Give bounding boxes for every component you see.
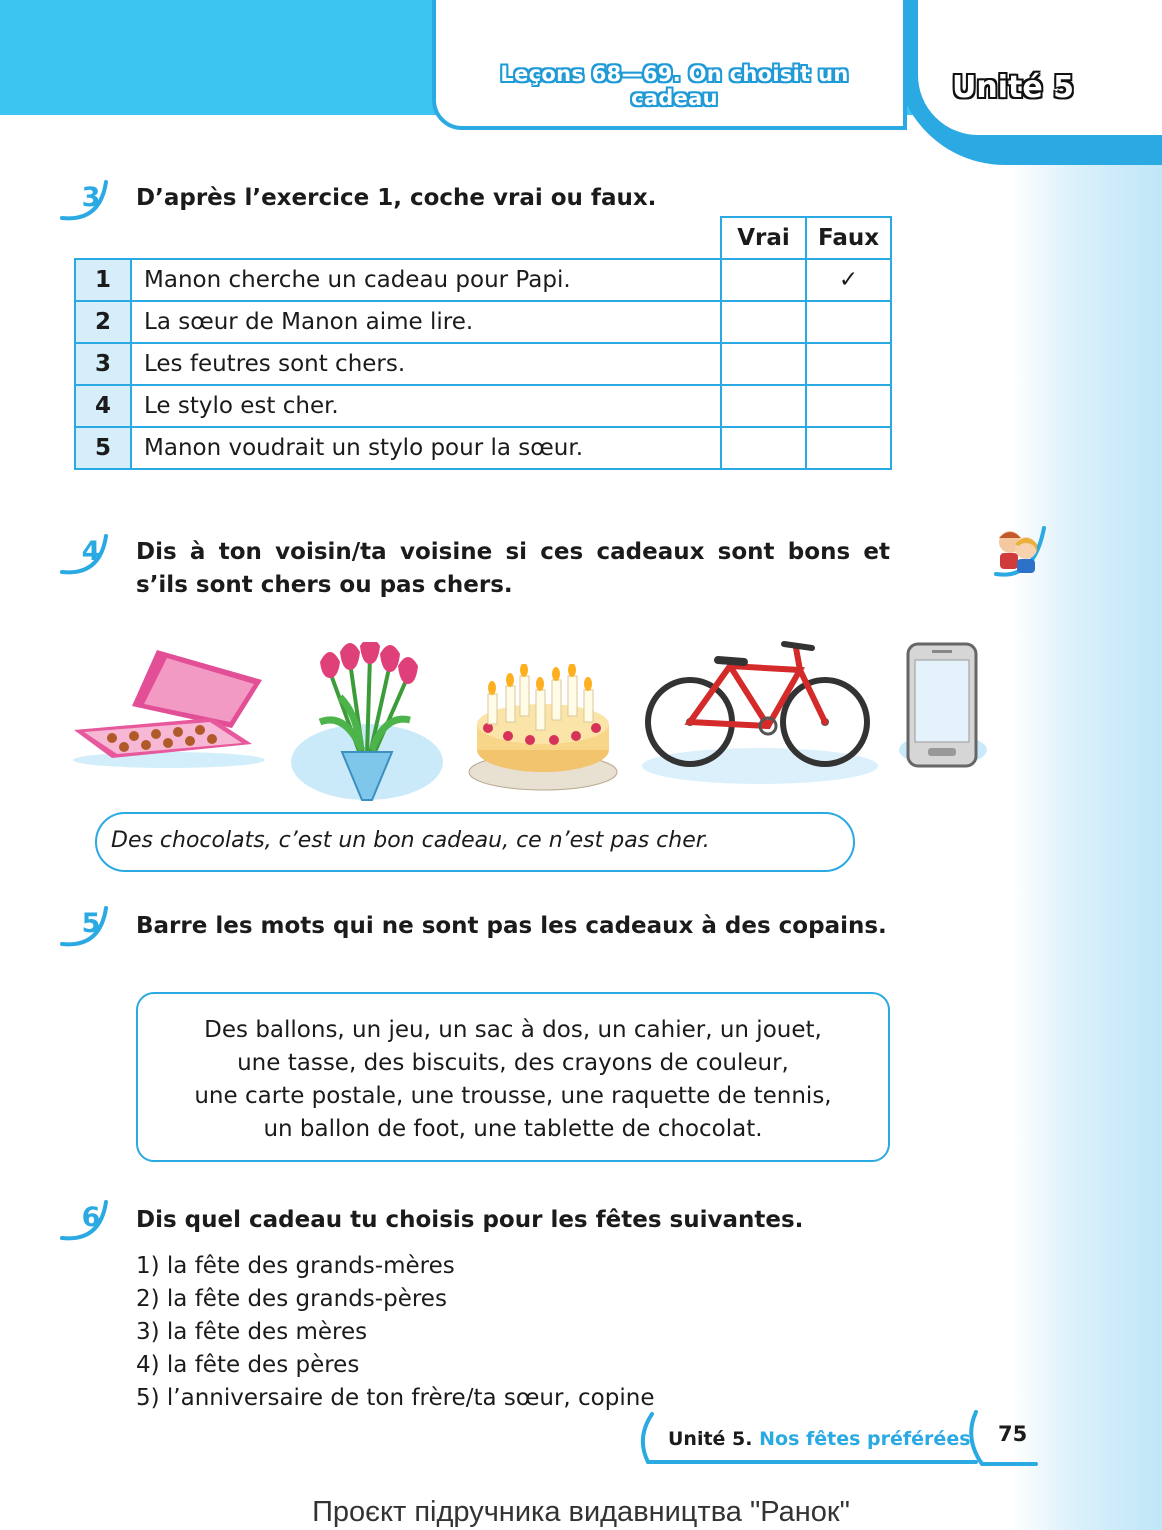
word-list-line: une carte postale, une trousse, une raquette de tennis, — [194, 1083, 832, 1109]
list-item: 3) la fête des mères — [136, 1319, 368, 1345]
exercise-5-instruction: Barre les mots qui ne sont pas les cadeaux à des copains. — [136, 913, 887, 939]
statement: Manon voudrait un stylo pour la sœur. — [131, 427, 721, 469]
mobile-phone-image — [898, 642, 988, 772]
table-row — [75, 385, 891, 427]
gift-pictures — [0, 622, 1000, 802]
chocolate-box-image — [72, 648, 267, 768]
bicycle-image — [640, 626, 880, 786]
row-number: 5 — [75, 427, 131, 469]
exercise-number-3: 3 — [60, 178, 114, 224]
word-list-line: une tasse, des biscuits, des crayons de couleur, — [237, 1050, 789, 1076]
unit-badge — [952, 70, 1074, 105]
lesson-title: Leçons 68—69. On choisit un cadeau — [500, 62, 849, 110]
word-list-line: un ballon de foot, une tablette de chocolat. — [263, 1116, 763, 1142]
table-row — [75, 343, 891, 385]
table-row — [75, 259, 891, 301]
faux-checkbox[interactable] — [806, 301, 891, 343]
statement: La sœur de Manon aime lire. — [131, 301, 721, 343]
vrai-checkbox[interactable] — [721, 427, 806, 469]
faux-checkbox[interactable]: ✓ — [806, 259, 891, 301]
example-speech-bubble: Des chocolats, c’est un bon cadeau, ce n’est pas cher. — [95, 812, 855, 872]
unit-tab-inner — [918, 0, 1162, 135]
col-faux: Faux — [806, 217, 891, 259]
row-number: 3 — [75, 343, 131, 385]
unit-badge-word: Unité — [952, 70, 1043, 105]
exercise-3-instruction: D’après l’exercice 1, coche vrai ou faux. — [136, 185, 657, 211]
statement: Manon cherche un cadeau pour Papi. — [131, 259, 721, 301]
faux-checkbox[interactable] — [806, 343, 891, 385]
vrai-checkbox[interactable] — [721, 343, 806, 385]
word-list-line: Des ballons, un jeu, un sac à dos, un cahier, un jouet, — [204, 1017, 822, 1043]
word-list-box — [136, 992, 890, 1162]
list-item: 5) l’anniversaire de ton frère/ta sœur, copine — [136, 1385, 655, 1411]
row-number: 4 — [75, 385, 131, 427]
col-vrai: Vrai — [721, 217, 806, 259]
page-number: 75 — [998, 1422, 1028, 1446]
exercise-6-instruction: Dis quel cadeau tu choisis pour les fêtes suivantes. — [136, 1207, 804, 1233]
vrai-checkbox[interactable] — [721, 385, 806, 427]
holiday-list — [136, 1250, 654, 1415]
birthday-cake-image — [468, 664, 618, 792]
footer-unit-title: Nos fêtes préférées — [759, 1428, 971, 1450]
footer-unit: Unité 5. — [668, 1428, 753, 1450]
publisher-note: Проєкт підручника видавництва "Ранок" — [312, 1496, 850, 1528]
side-gradient-strip — [1012, 160, 1162, 1530]
vrai-checkbox[interactable] — [721, 301, 806, 343]
statement: Le stylo est cher. — [131, 385, 721, 427]
unit-badge-number: 5 — [1053, 70, 1075, 105]
vrai-checkbox[interactable] — [721, 259, 806, 301]
exercise-number-5: 5 — [60, 904, 114, 950]
faux-checkbox[interactable] — [806, 427, 891, 469]
list-item: 1) la fête des grands-mères — [136, 1253, 455, 1279]
footer-unit-label — [668, 1428, 971, 1450]
row-number: 1 — [75, 259, 131, 301]
table-row — [75, 427, 891, 469]
list-item: 4) la fête des pères — [136, 1352, 360, 1378]
exercise-number-4: 4 — [60, 532, 114, 578]
faux-checkbox[interactable] — [806, 385, 891, 427]
tulip-bouquet-image — [290, 642, 445, 802]
exercise-4-instruction: Dis à ton voisin/ta voisine si ces cadeaux sont bons et s’ils sont chers ou pas chers. — [136, 539, 890, 598]
row-number: 2 — [75, 301, 131, 343]
statement: Les feutres sont chers. — [131, 343, 721, 385]
true-false-table — [74, 216, 892, 470]
table-header-row — [75, 217, 891, 259]
pair-work-children-icon — [990, 520, 1050, 582]
table-row — [75, 301, 891, 343]
exercise-number-6: 6 — [60, 1198, 114, 1244]
list-item: 2) la fête des grands-pères — [136, 1286, 447, 1312]
